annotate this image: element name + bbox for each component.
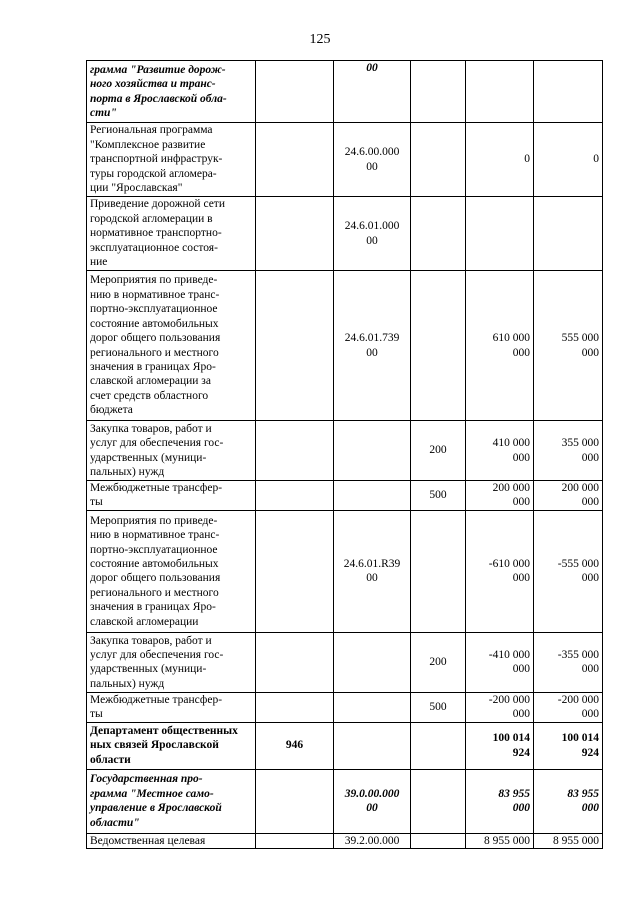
row-target-code-cell — [334, 197, 411, 271]
row-amount-year2-cell — [534, 421, 603, 481]
row-name-cell — [87, 769, 256, 833]
row-amount-year1-cell — [466, 481, 534, 511]
cell-text: 555 000 000 — [561, 332, 599, 359]
row-department-code-cell — [256, 833, 334, 848]
row-name-cell — [87, 722, 256, 769]
row-expense-type-cell — [411, 481, 466, 511]
row-expense-type-cell — [411, 769, 466, 833]
row-department-code-cell — [256, 197, 334, 271]
cell-text: Межбюджетные трансфер- ты — [90, 482, 223, 509]
cell-text: 355 000 000 — [561, 437, 599, 464]
table-row — [87, 421, 603, 481]
cell-text: Ведомственная целевая — [90, 834, 206, 847]
table-row — [87, 123, 603, 197]
row-department-code-cell — [256, 61, 334, 123]
cell-text: 8 955 000 — [553, 834, 599, 847]
budget-table — [86, 60, 603, 849]
row-department-code-cell — [256, 722, 334, 769]
row-department-code-cell — [256, 421, 334, 481]
row-department-code-cell — [256, 271, 334, 421]
cell-text: 39.0.00.000 00 — [344, 787, 400, 815]
row-amount-year1-cell — [466, 722, 534, 769]
cell-text: -200 000 000 — [557, 693, 599, 721]
row-department-code-cell — [256, 769, 334, 833]
row-target-code-cell — [334, 722, 411, 769]
cell-text: -610 000 000 — [488, 557, 530, 585]
row-expense-type-cell — [411, 722, 466, 769]
row-expense-type-cell — [411, 197, 466, 271]
cell-text: 100 014 924 — [561, 732, 599, 759]
cell-text: 24.6.01.R39 00 — [343, 557, 401, 585]
page-number: 125 — [309, 32, 331, 47]
row-target-code-cell — [334, 481, 411, 511]
cell-text: 200 000 000 — [492, 482, 530, 509]
row-target-code-cell — [334, 692, 411, 722]
row-amount-year2-cell — [534, 197, 603, 271]
cell-text: 200 — [429, 656, 447, 669]
cell-text: 500 — [429, 701, 447, 714]
table-row — [87, 197, 603, 271]
row-amount-year1-cell — [466, 61, 534, 123]
cell-text: 0 — [524, 153, 530, 166]
row-amount-year1-cell — [466, 769, 534, 833]
row-expense-type-cell — [411, 61, 466, 123]
row-amount-year2-cell — [534, 833, 603, 848]
cell-text: 24.6.00.000 00 — [344, 146, 400, 173]
row-expense-type-cell — [411, 271, 466, 421]
cell-text: 83 955 000 — [498, 787, 530, 815]
cell-text: Департамент общественных ных связей Ярославской области — [90, 725, 238, 766]
cell-text: Межбюджетные трансфер- ты — [90, 693, 223, 721]
cell-text: 946 — [285, 739, 304, 752]
cell-text: 500 — [429, 489, 447, 502]
row-target-code-cell — [334, 61, 411, 123]
row-target-code-cell — [334, 510, 411, 632]
cell-text: Закупка товаров, работ и услуг для обеспечения гос- ударственных (муници- пальных) нужд — [90, 422, 224, 478]
cell-text: Региональная программа "Комплексное развитие транспортной инфраструк- туры городской агломера- ции "Ярославская" — [90, 124, 223, 195]
row-amount-year1-cell — [466, 421, 534, 481]
row-name-cell — [87, 123, 256, 197]
row-name-cell — [87, 197, 256, 271]
cell-text: -355 000 000 — [557, 648, 599, 676]
cell-text: Мероприятия по приведе- нию в нормативное транс- портно-эксплуатационное состояние автомобильных дорог общего пользования регионального и местного значения в границах Яро- славской агломерации — [90, 514, 221, 628]
row-amount-year2-cell — [534, 692, 603, 722]
row-name-cell — [87, 271, 256, 421]
cell-text: 00 — [366, 62, 378, 74]
cell-text: 24.6.01.000 00 — [344, 220, 400, 247]
cell-text: 39.2.00.000 — [344, 834, 400, 847]
row-department-code-cell — [256, 632, 334, 692]
cell-text: 410 000 000 — [492, 437, 530, 464]
cell-text: 83 955 000 — [567, 787, 599, 815]
row-name-cell — [87, 692, 256, 722]
row-target-code-cell — [334, 833, 411, 848]
row-amount-year1-cell — [466, 510, 534, 632]
cell-text: 100 014 924 — [492, 732, 530, 759]
row-name-cell — [87, 481, 256, 511]
row-department-code-cell — [256, 692, 334, 722]
row-expense-type-cell — [411, 421, 466, 481]
row-expense-type-cell — [411, 692, 466, 722]
cell-text: 0 — [593, 153, 599, 166]
row-name-cell — [87, 421, 256, 481]
row-expense-type-cell — [411, 833, 466, 848]
row-amount-year1-cell — [466, 197, 534, 271]
cell-text: -555 000 000 — [557, 557, 599, 585]
cell-text: -200 000 000 — [488, 693, 530, 721]
row-amount-year2-cell — [534, 769, 603, 833]
row-target-code-cell — [334, 123, 411, 197]
table-row — [87, 833, 603, 848]
row-amount-year1-cell — [466, 123, 534, 197]
cell-text: Мероприятия по приведе- нию в нормативное транс- портно-эксплуатационное состояние автомобильных дорог общего пользования регионального и местного значения в границах Яро- славской агломерации за счет средств областного бюджета — [90, 274, 221, 417]
table-row — [87, 769, 603, 833]
row-target-code-cell — [334, 632, 411, 692]
row-amount-year1-cell — [466, 271, 534, 421]
cell-text: 610 000 000 — [492, 332, 530, 359]
table-row — [87, 271, 603, 421]
row-expense-type-cell — [411, 510, 466, 632]
row-department-code-cell — [256, 481, 334, 511]
row-amount-year2-cell — [534, 61, 603, 123]
table-row — [87, 510, 603, 632]
row-amount-year1-cell — [466, 692, 534, 722]
row-amount-year2-cell — [534, 271, 603, 421]
row-amount-year1-cell — [466, 833, 534, 848]
row-name-cell — [87, 510, 256, 632]
table-row — [87, 481, 603, 511]
row-target-code-cell — [334, 421, 411, 481]
row-department-code-cell — [256, 510, 334, 632]
row-name-cell — [87, 833, 256, 848]
row-amount-year2-cell — [534, 123, 603, 197]
row-expense-type-cell — [411, 123, 466, 197]
table-row — [87, 692, 603, 722]
cell-text: 24.6.01.739 00 — [344, 332, 400, 359]
table-row — [87, 61, 603, 123]
table-row — [87, 722, 603, 769]
row-amount-year1-cell — [466, 632, 534, 692]
row-amount-year2-cell — [534, 632, 603, 692]
cell-text: 200 000 000 — [561, 482, 599, 509]
row-target-code-cell — [334, 271, 411, 421]
row-name-cell — [87, 632, 256, 692]
cell-text: Закупка товаров, работ и услуг для обеспечения гос- ударственных (муници- пальных) нужд — [90, 634, 224, 690]
table-row — [87, 632, 603, 692]
row-expense-type-cell — [411, 632, 466, 692]
cell-text: Государственная про- грамма "Местное само- управление в Ярославской области" — [90, 773, 222, 829]
cell-text: Приведение дорожной сети городской агломерации в нормативное транспортно- эксплуатационное состоя- ние — [90, 198, 225, 269]
row-amount-year2-cell — [534, 510, 603, 632]
cell-text: 200 — [429, 444, 447, 457]
row-department-code-cell — [256, 123, 334, 197]
row-amount-year2-cell — [534, 722, 603, 769]
cell-text: 8 955 000 — [484, 834, 530, 847]
cell-text: -410 000 000 — [488, 648, 530, 676]
row-name-cell — [87, 61, 256, 123]
budget-table-body — [87, 61, 603, 849]
row-amount-year2-cell — [534, 481, 603, 511]
row-target-code-cell — [334, 769, 411, 833]
cell-text: грамма "Развитие дорож- ного хозяйства и транс- порта в Ярославской обла- сти" — [90, 63, 227, 119]
